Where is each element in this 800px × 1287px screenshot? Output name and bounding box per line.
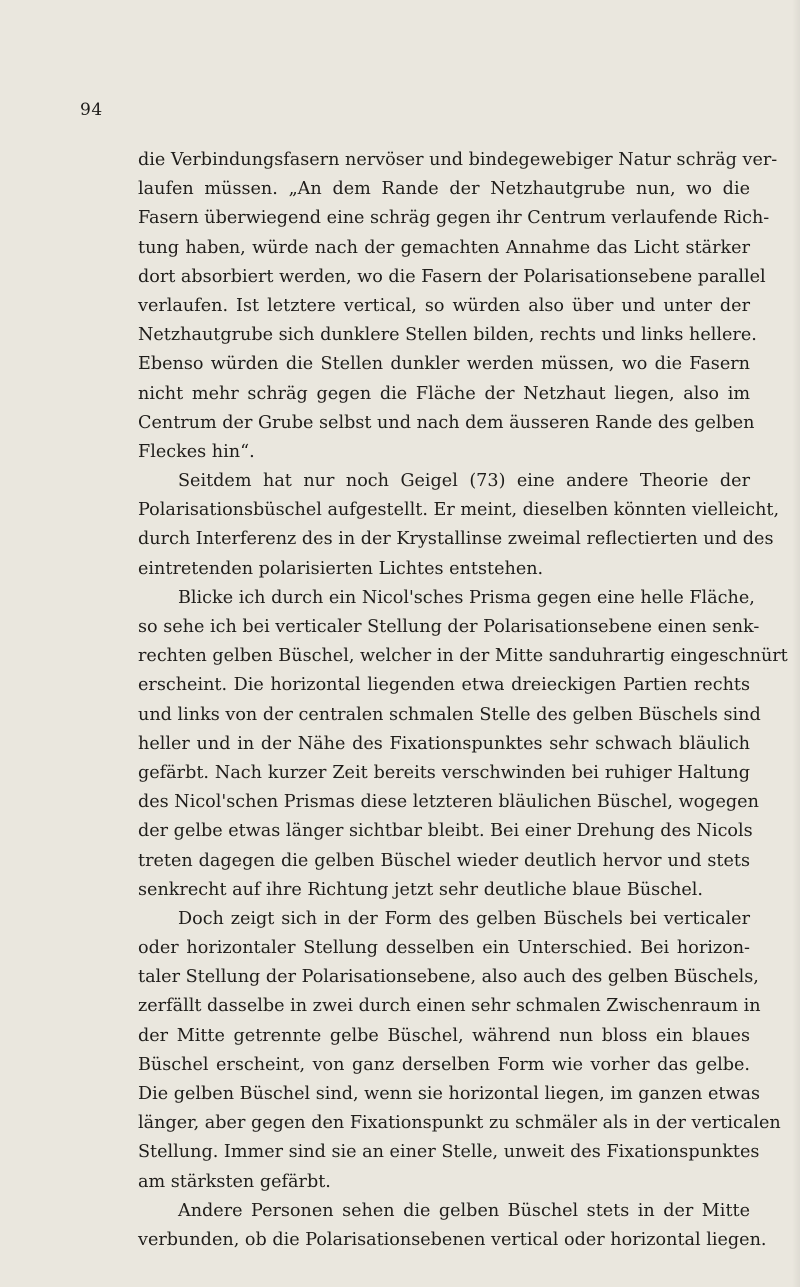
text-line: Netzhautgrube sich dunklere Stellen bilden, rechts und links hellere. xyxy=(138,325,757,346)
text-line: verbunden, ob die Polarisationsebenen vertical oder horizontal liegen. xyxy=(138,1229,767,1250)
text-line: rechten gelben Büschel, welcher in der Mitte sanduhrartig eingeschnürt xyxy=(138,646,788,667)
text-line: Blicke ich durch ein Nicol'sches Prisma gegen eine helle Fläche, xyxy=(178,587,755,608)
text-line: Doch zeigt sich in der Form des gelben Büschels bei verticaler xyxy=(178,908,750,929)
text-line: zerfällt dasselbe in zwei durch einen sehr schmalen Zwischenraum in xyxy=(138,996,761,1017)
text-line: senkrecht auf ihre Richtung jetzt sehr deutliche blaue Büschel. xyxy=(138,879,704,900)
text-line: nicht mehr schräg gegen die Fläche der Netzhaut liegen, also im xyxy=(138,383,750,404)
text-line: erscheint. Die horizontal liegenden etwa dreieckigen Partien rechts xyxy=(138,675,750,696)
text-line: länger, aber gegen den Fixationspunkt zu schmäler als in der verticalen xyxy=(138,1113,781,1134)
text-line: durch Interferenz des in der Krystallinse zweimal reflectierten und des xyxy=(138,529,774,550)
text-line: Andere Personen sehen die gelben Büschel stets in der Mitte xyxy=(178,1200,750,1221)
text-line: treten dagegen die gelben Büschel wieder deutlich hervor und stets xyxy=(138,850,750,871)
text-line: laufen müssen. „An dem Rande der Netzhautgrube nun, wo die xyxy=(138,179,750,200)
text-line: oder horizontaler Stellung desselben ein Unterschied. Bei horizon- xyxy=(138,938,750,959)
text-line: der Mitte getrennte gelbe Büschel, während nun bloss ein blaues xyxy=(138,1025,750,1046)
text-line: verlaufen. Ist letztere vertical, so würden also über und unter der xyxy=(138,295,750,316)
text-line: Büschel erscheint, von ganz derselben Form wie vorher das gelbe. xyxy=(138,1054,750,1075)
text-line: der gelbe etwas länger sichtbar bleibt. Bei einer Drehung des Nicols xyxy=(138,821,753,842)
text-line: so sehe ich bei verticaler Stellung der Polarisationsebene einen senk- xyxy=(138,617,760,637)
text-line: Fleckes hin“. xyxy=(138,441,255,462)
text-line: die Verbindungsfasern nervöser und bindegewebiger Natur schräg ver- xyxy=(138,150,778,170)
text-line: Fasern überwiegend eine schräg gegen ihr Centrum verlaufende Rich- xyxy=(138,208,770,229)
text-line: taler Stellung der Polarisationsebene, also auch des gelben Büschels, xyxy=(138,967,759,988)
text-line: Seitdem hat nur noch Geigel (73) eine andere Theorie der xyxy=(178,471,750,492)
page-number: 94 xyxy=(80,100,103,120)
text-line: gefärbt. Nach kurzer Zeit bereits verschwinden bei ruhiger Haltung xyxy=(138,762,750,783)
body-text xyxy=(138,146,788,1255)
text-line: Centrum der Grube selbst und nach dem äusseren Rande des gelben xyxy=(138,412,755,433)
text-line: am stärksten gefärbt. xyxy=(138,1171,331,1192)
text-line: heller und in der Nähe des Fixationspunktes sehr schwach bläulich xyxy=(138,733,750,754)
text-line: und links von der centralen schmalen Stelle des gelben Büschels sind xyxy=(138,704,761,725)
text-line: Polarisationsbüschel aufgestellt. Er meint, dieselben könnten vielleicht, xyxy=(138,500,780,521)
text-line: tung haben, würde nach der gemachten Annahme das Licht stärker xyxy=(138,237,750,258)
text-line: eintretenden polarisierten Lichtes entstehen. xyxy=(138,558,544,579)
text-line: Die gelben Büschel sind, wenn sie horizontal liegen, im ganzen etwas xyxy=(138,1084,761,1104)
scan-edge-shadow xyxy=(792,0,800,1287)
text-line: Ebenso würden die Stellen dunkler werden müssen, wo die Fasern xyxy=(138,354,750,375)
text-line: dort absorbiert werden, wo die Fasern der Polarisationsebene parallel xyxy=(138,266,766,287)
text-line: des Nicol'schen Prismas diese letzteren bläulichen Büschel, wogegen xyxy=(138,792,759,813)
text-line: Stellung. Immer sind sie an einer Stelle, unweit des Fixationspunktes xyxy=(138,1142,760,1163)
